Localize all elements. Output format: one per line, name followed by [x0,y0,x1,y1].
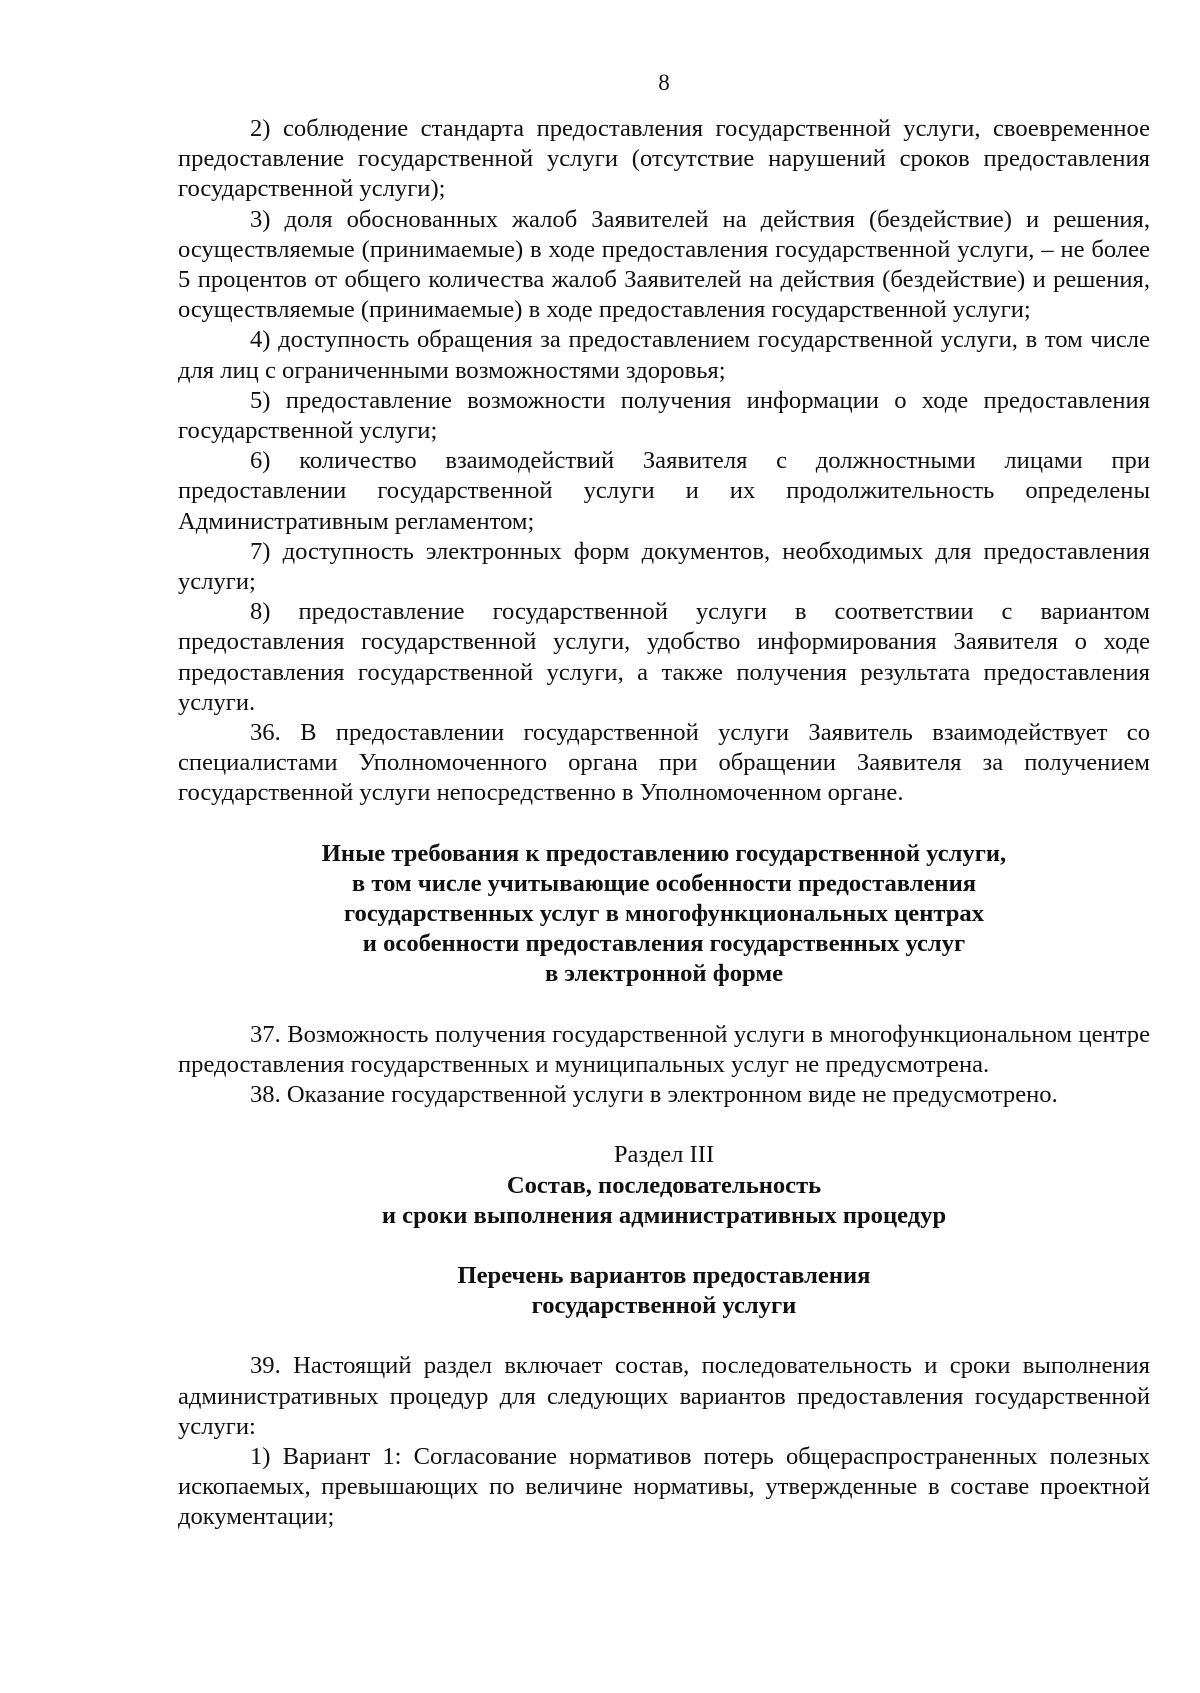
criteria-list [178,114,1150,809]
mfc-paragraphs [178,1020,1150,1111]
section-heading [178,1140,1150,1231]
paragraph-item-8: 8) предоставление государственной услуги в соответствии с вариантом предоставления государственной услуги, удобство информирования Заявителя о ходе предоставления государственной услуги, а также получения результата предоставления услуги. [178,598,1150,716]
paragraph-37: 37. Возможность получения государственной услуги в многофункциональном центре предоставления государственных и муниципальных услуг не предусмотрена. [178,1020,1150,1078]
paragraph-36: 36. В предоставлении государственной услуги Заявитель взаимодействует со специалистами Уполномоченного органа при обращении Заявителя за получением государственной услуги непосредственно в Уполномоченном органе. [178,719,1150,807]
heading-line: Перечень вариантов предоставления [457,1261,871,1289]
paragraph-item-2: 2) соблюдение стандарта предоставления государственной услуги, своевременное предоставление государственной услуги (отсутствие нарушений сроков предоставления государственной услуги); [178,115,1150,203]
paragraph-item-4: 4) доступность обращения за предоставлением государственной услуги, в том числе для лиц с ограниченными возможностями здоровья; [178,326,1150,384]
section-label: Раздел III [613,1141,715,1169]
page-number: 8 [658,70,670,95]
heading-other-requirements [178,839,1150,990]
paragraph-39: 39. Настоящий раздел включает состав, последовательность и сроки выполнения административных процедур для следующих вариантов предоставления государственной услуги: [178,1352,1150,1440]
section-title-line: и сроки выполнения административных процедур [381,1201,947,1229]
variants-paragraphs [178,1351,1150,1532]
heading-line: в электронной форме [544,960,784,988]
heading-line: государственной услуги [531,1292,797,1320]
paragraph-item-7: 7) доступность электронных форм документов, необходимых для предоставления услуги; [178,537,1150,596]
heading-line: Иные требования к предоставлению государственной услуги, [321,839,1007,867]
paragraph-variant-1: 1) Вариант 1: Согласование нормативов потерь общераспространенных полезных ископаемых, превышающих по величине нормативы, утвержденные в составе проектной документации; [178,1442,1150,1531]
section-title-line: Состав, последовательность [506,1171,822,1199]
paragraph-38: 38. Оказание государственной услуги в электронном виде не предусмотрено. [250,1081,1058,1109]
heading-line: государственных услуг в многофункциональных центрах [343,900,985,928]
heading-variants [178,1261,1150,1321]
heading-line: и особенности предоставления государственных услуг [362,930,966,958]
paragraph-item-5: 5) предоставление возможности получения информации о ходе предоставления государственной услуги; [178,386,1150,445]
paragraph-item-3: 3) доля обоснованных жалоб Заявителей на действия (бездействие) и решения, осуществляемые (принимаемые) в ходе предоставления государственной услуги, – не более 5 процентов от общего количества жалоб Заявителей на действия (бездействие) и решения, осуществляемые (принимаемые) в ходе предоставления государственной услуги; [178,205,1150,324]
heading-line: в том числе учитывающие особенности предоставления [351,869,977,897]
paragraph-item-6: 6) количество взаимодействий Заявителя с должностными лицами при предоставлении государственной услуги и их продолжительность определены Административным регламентом; [178,447,1150,535]
